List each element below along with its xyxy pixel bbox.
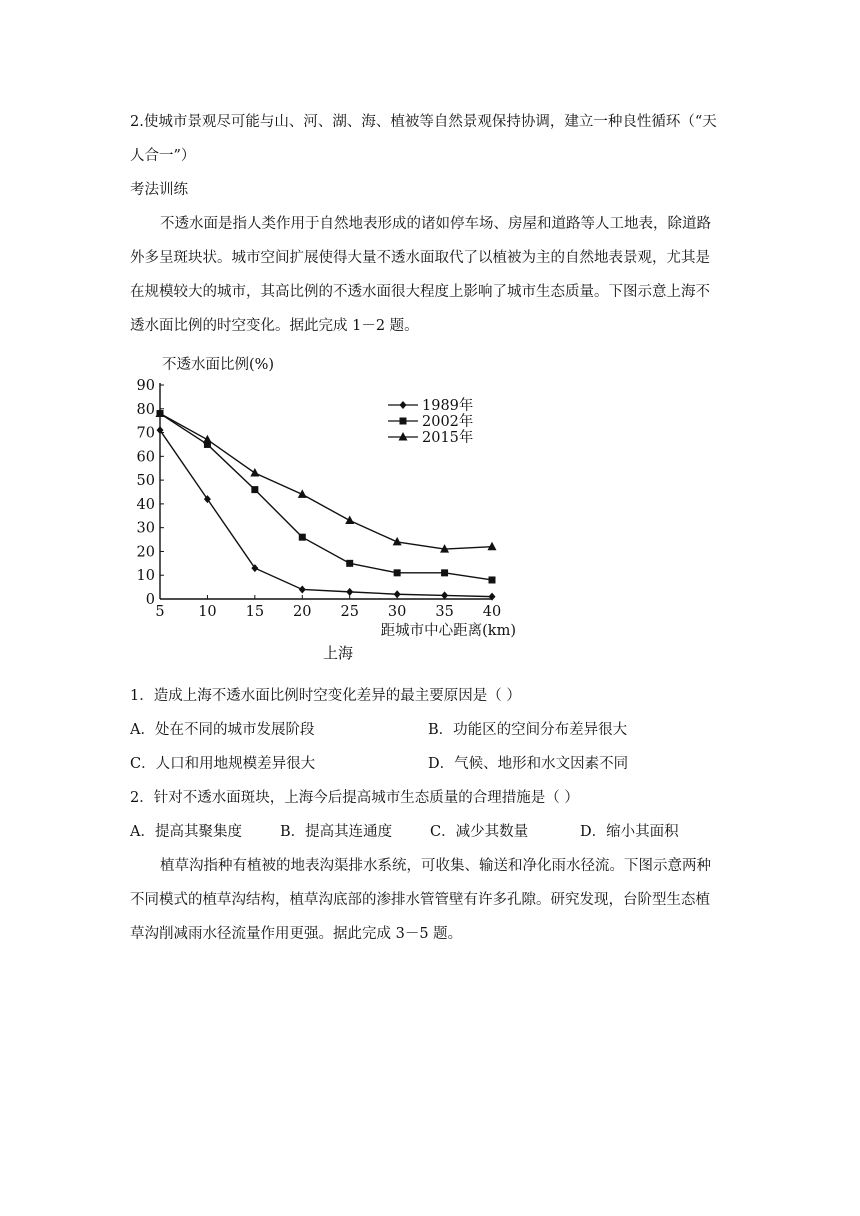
data-point [489, 576, 496, 583]
legend-marker [400, 418, 407, 425]
data-point [346, 560, 353, 567]
passage2-line-3: 草沟削减雨水径流量作用更强。据此完成 3－5 题。 [130, 926, 463, 942]
passage1-line-2: 外多呈斑块状。城市空间扩展使得大量不透水面取代了以植被为主的自然地表景观，尤其是 [130, 250, 710, 266]
x-tick-label: 10 [198, 604, 217, 620]
question-1-option-b: B．功能区的空间分布差异很大 [428, 722, 628, 738]
passage2-line-1: 植草沟指种有植被的地表沟渠排水系统，可收集、输送和净化雨水径流。下图示意两种 [160, 858, 711, 874]
legend-label: 2002年 [422, 414, 474, 430]
data-point [441, 591, 448, 599]
chart-caption: 上海 [322, 644, 354, 662]
data-point [394, 590, 401, 598]
y-tick-label: 70 [136, 425, 155, 442]
y-tick-label: 50 [136, 473, 155, 490]
x-tick-label: 15 [245, 604, 265, 620]
data-point [346, 588, 353, 596]
question-2-option-c: C．减少其数量 [430, 824, 529, 840]
legend-label: 2015年 [422, 430, 474, 446]
passage1-line-1: 不透水面是指人类作用于自然地表形成的诸如停车场、房屋和道路等人工地表，除道路 [160, 216, 711, 232]
y-tick-label: 40 [136, 496, 155, 513]
question-1-option-c: C．人口和用地规模差异很大 [130, 756, 316, 772]
question-2-stem: 2．针对不透水面斑块，上海今后提高城市生态质量的合理措施是（ ） [130, 790, 579, 806]
y-tick-label: 30 [136, 520, 155, 537]
data-point [299, 534, 306, 541]
y-tick-label: 90 [136, 378, 155, 394]
data-point [345, 516, 354, 525]
data-point [250, 468, 259, 477]
x-tick-label: 40 [482, 604, 502, 620]
question-1-stem: 1．造成上海不透水面比例时空变化差异的最主要原因是（ ） [130, 688, 521, 704]
data-point [299, 585, 306, 593]
question-1-option-d: D．气候、地形和水文因素不同 [428, 756, 629, 772]
question-2-option-b: B．提高其连通度 [280, 824, 393, 840]
data-point [488, 542, 497, 551]
x-tick-label: 30 [387, 604, 407, 620]
data-point [441, 569, 448, 576]
x-tick-label: 35 [435, 604, 454, 620]
passage1-line-4: 透水面比例的时空变化。据此完成 1－2 题。 [130, 318, 419, 334]
x-tick-label: 5 [155, 604, 165, 620]
y-tick-label: 10 [136, 568, 155, 585]
impervious-surface-chart [126, 345, 526, 665]
intro-line-2: 人合一”） [130, 148, 196, 164]
y-tick-label: 0 [145, 592, 155, 608]
data-point [203, 435, 212, 444]
y-tick-label: 80 [136, 401, 155, 418]
data-point [394, 569, 401, 576]
legend-label: 1989年 [422, 398, 474, 414]
section-heading: 考法训练 [130, 182, 188, 198]
y-tick-label: 20 [136, 544, 155, 561]
legend-marker [400, 401, 407, 409]
passage1-line-3: 在规模较大的城市，其高比例的不透水面很大程度上影响了城市生态质量。下图示意上海不 [130, 284, 710, 300]
chart-ylabel: 不透水面比例(%) [162, 357, 275, 373]
chart-legend [388, 396, 473, 446]
y-tick-label: 60 [136, 449, 155, 466]
x-tick-label: 20 [293, 604, 312, 620]
legend-marker [399, 432, 408, 441]
question-2-option-a: A．提高其聚集度 [130, 824, 242, 840]
data-point [251, 486, 258, 493]
x-tick-label: 25 [340, 604, 359, 620]
legend-entry [388, 412, 473, 430]
question-2-option-d: D．缩小其面积 [580, 824, 679, 840]
intro-line-1: 2.使城市景观尽可能与山、河、湖、海、植被等自然景观保持协调，建立一种良性循环（“天 [130, 114, 717, 130]
passage2-line-2: 不同模式的植草沟结构，植草沟底部的渗排水管管壁有许多孔隙。研究发现，台阶型生态植 [130, 892, 710, 908]
legend-entry [388, 396, 473, 414]
legend-entry [388, 428, 473, 446]
question-1-option-a: A．处在不同的城市发展阶段 [130, 722, 315, 738]
chart-xlabel: 距城市中心距离(km) [380, 623, 516, 639]
